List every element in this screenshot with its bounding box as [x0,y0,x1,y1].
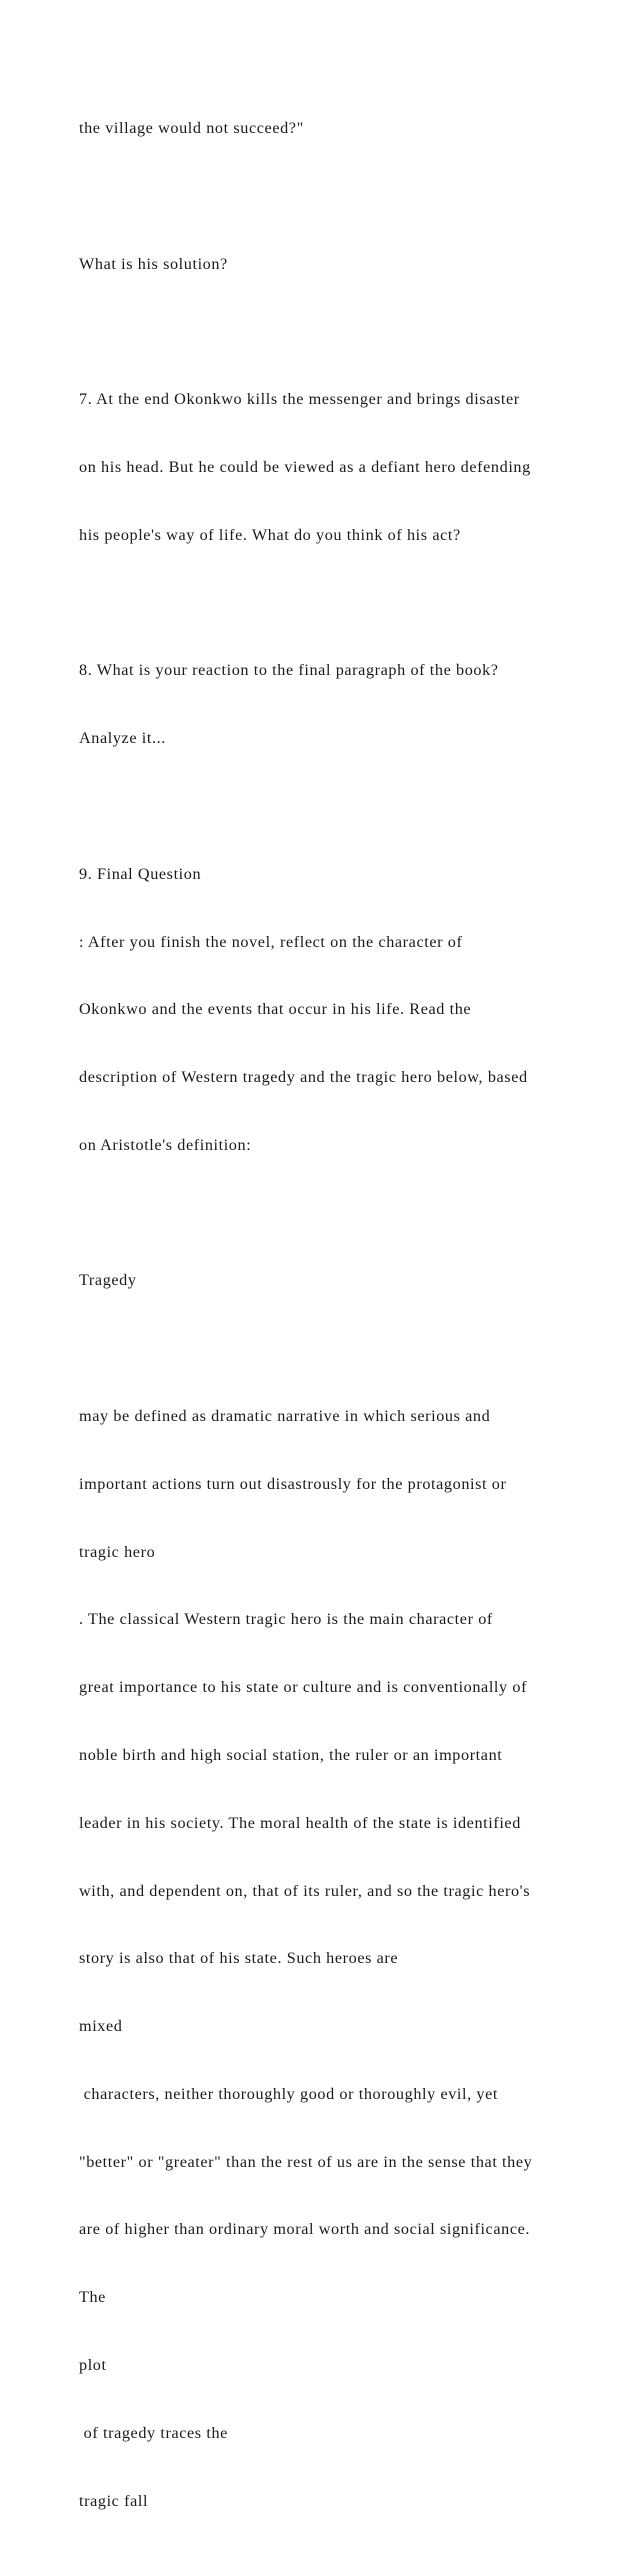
text-line: Tragedy [79,1271,137,1290]
text-line [79,321,624,344]
text-line: may be defined as dramatic narrative in which serious and [79,1407,491,1426]
text-line: great importance to his state or culture and is conventionally of [79,1678,528,1697]
text-line: on his head. But he could be viewed as a defiant hero defending [79,458,531,477]
text-line: 8. What is your reaction to the final paragraph of the book? [79,661,499,680]
text-line: : After you finish the novel, reflect on the character of [79,932,463,951]
text-line: the village would not succeed?" [79,119,304,138]
text-line: noble birth and high social station, the ruler or an important [79,1745,503,1764]
text-line: . The classical Western tragic hero is the main character of [79,1610,493,1629]
text-line [79,1337,624,1360]
text-line: 7. At the end Okonkwo kills the messenger and brings disaster [79,390,520,409]
text-line: 9. Final Question [79,864,202,883]
text-line: are of higher than ordinary moral worth and social significance. [79,2220,531,2239]
text-line: "better" or "greater" than the rest of us are in the sense that they [79,2152,533,2171]
text-line: of tragedy traces the [79,2423,228,2442]
text-line [79,185,624,208]
text-line: mixed [79,2017,123,2036]
text-line: Okonkwo and the events that occur in his life. Read the [79,1000,472,1019]
text-line: The [79,2288,106,2307]
text-line: What is his solution? [79,254,228,273]
text-line: story is also that of his state. Such heroes are [79,1949,399,1968]
text-line: description of Western tragedy and the tragic hero below, based [79,1068,528,1087]
text-line: characters, neither thoroughly good or thoroughly evil, yet [79,2084,498,2103]
text-line: leader in his society. The moral health of the state is identified [79,1813,521,1832]
text-line: tragic hero [79,1542,156,1561]
document-body [79,72,624,2557]
text-line: on Aristotle's definition: [79,1135,252,1154]
text-line: tragic fall [79,2491,149,2510]
text-line [79,592,624,615]
text-line [79,1202,624,1225]
text-line: plot [79,2355,107,2374]
text-line: his people's way of life. What do you think of his act? [79,525,461,544]
text-line: with, and dependent on, that of its ruler, and so the tragic hero's [79,1881,531,1900]
text-line: Analyze it... [79,729,166,748]
text-line: important actions turn out disastrously for the protagonist or [79,1474,507,1493]
text-line [79,795,624,818]
